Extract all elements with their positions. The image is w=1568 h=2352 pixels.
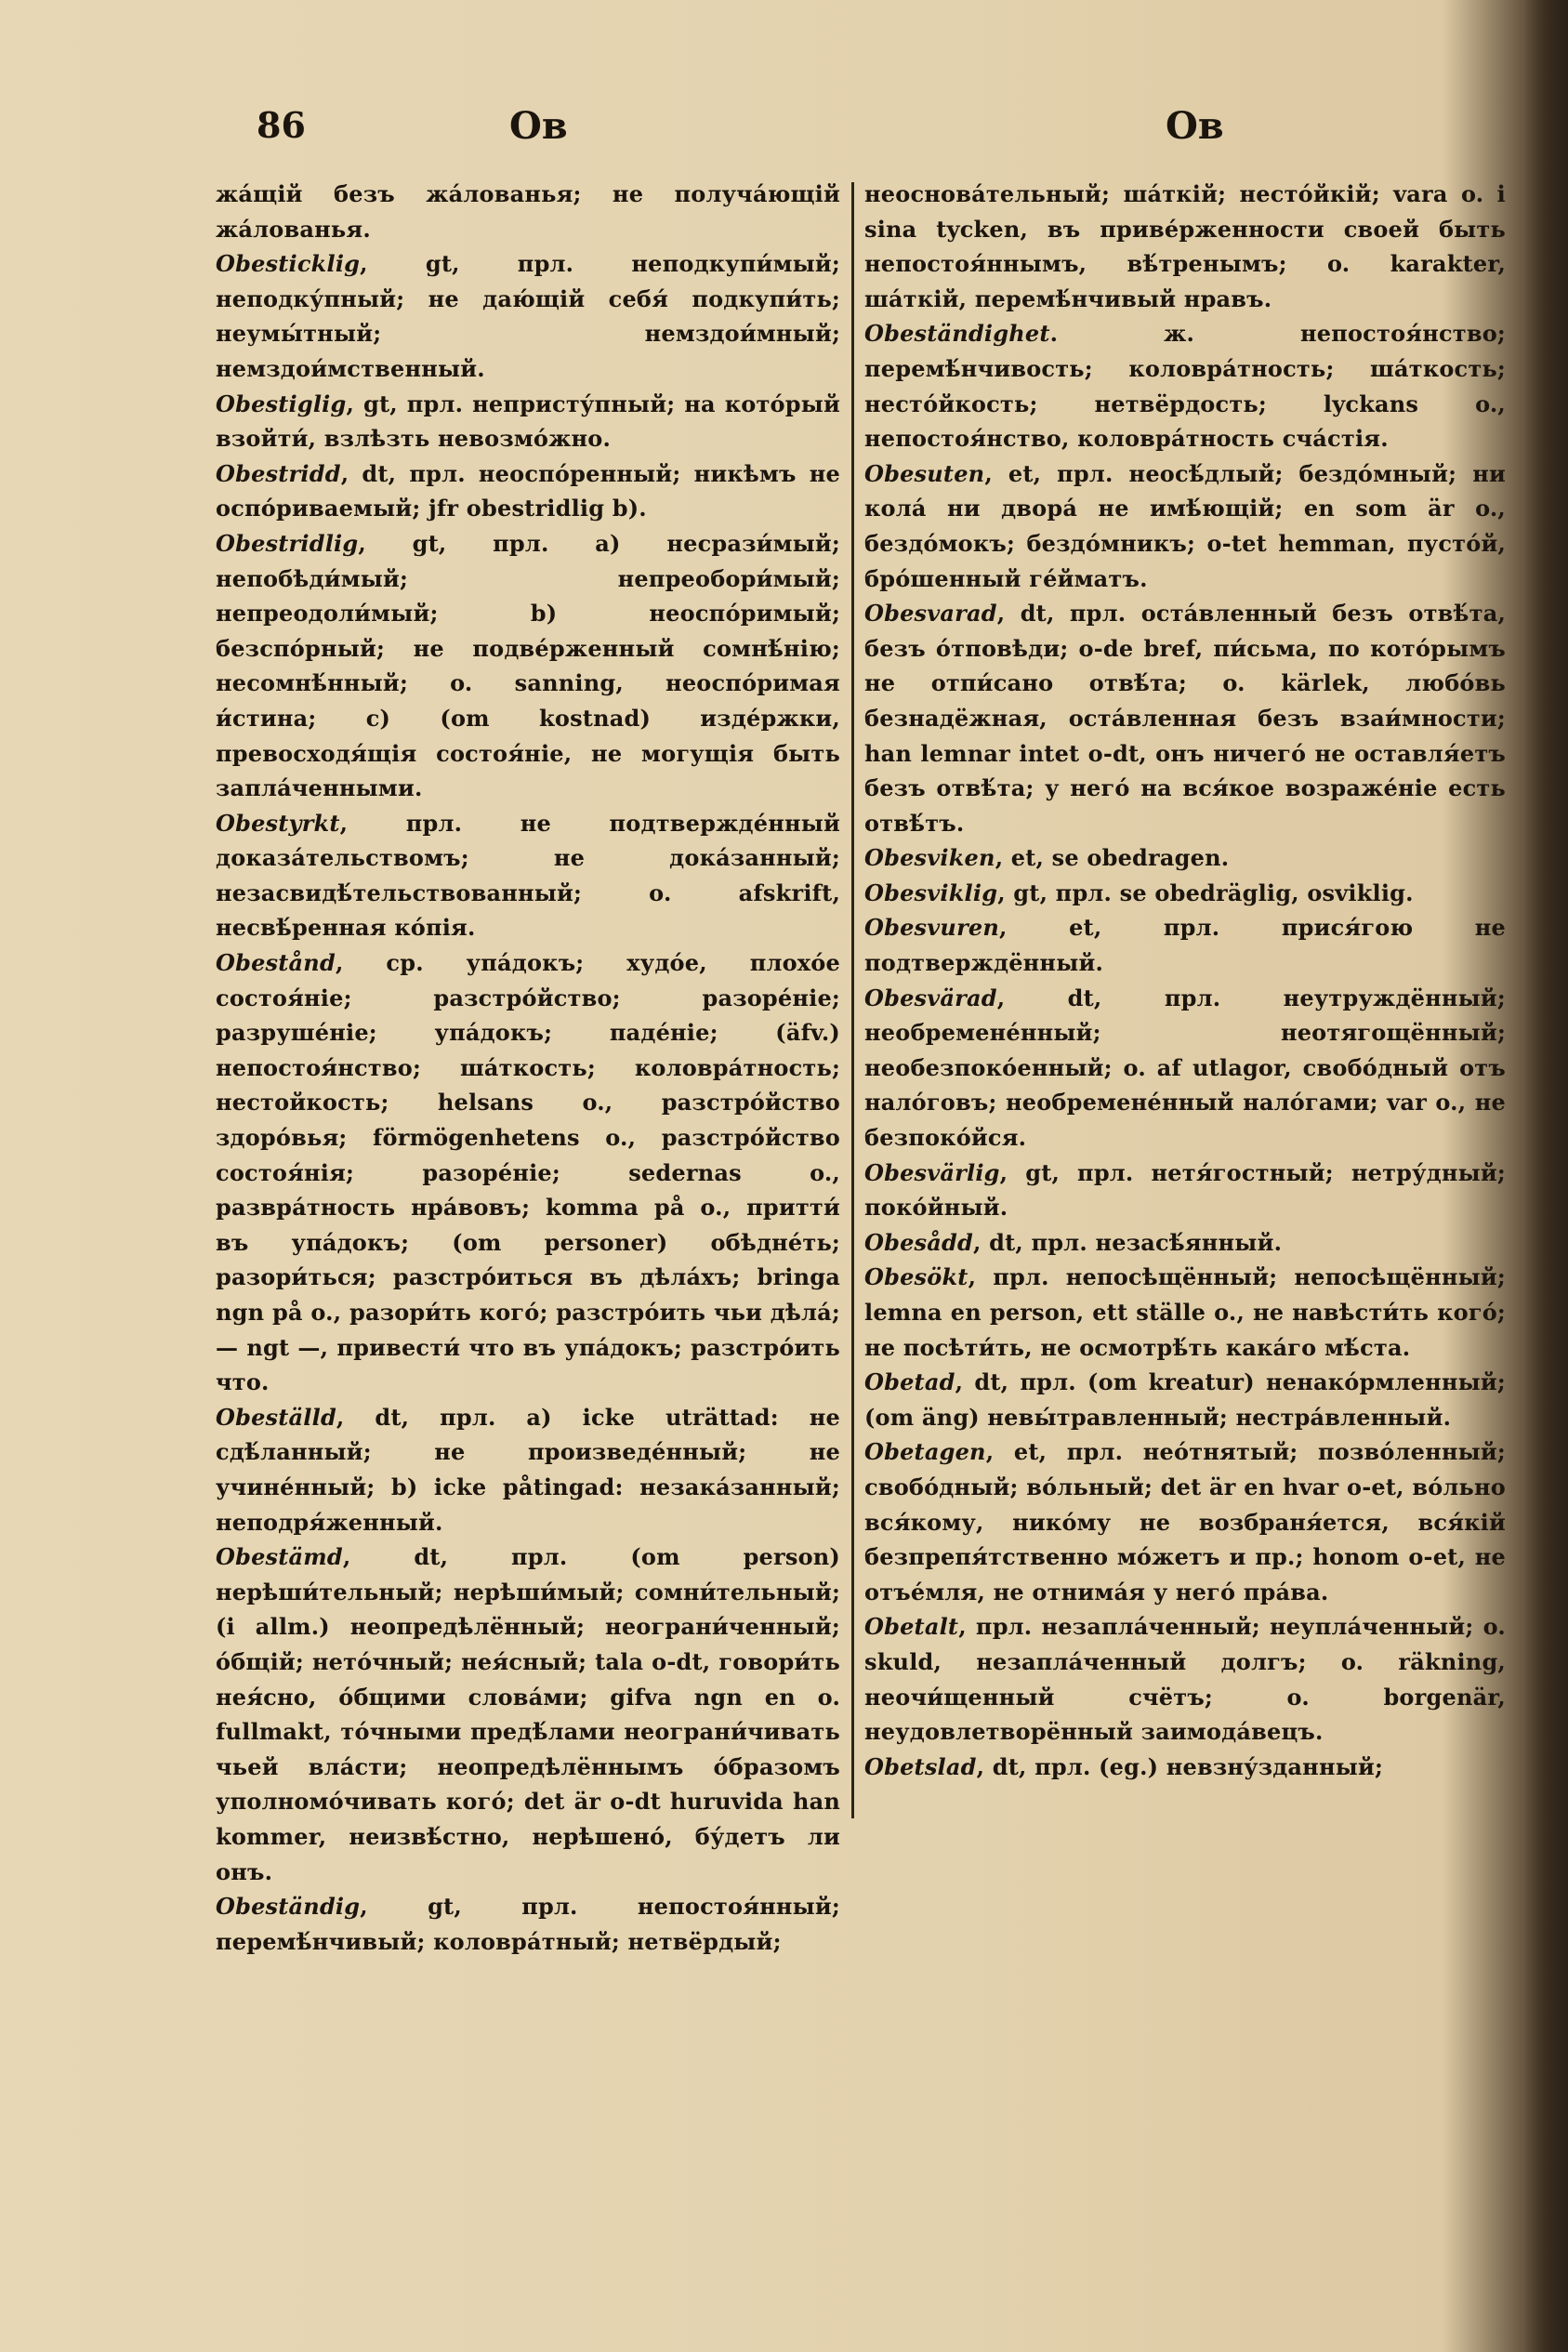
dictionary-entry	[864, 177, 1506, 316]
entry-definition: , et, прл. неосѣ́длый; бездо́мный; ни кола́ ни двора́ не имѣ́ющій; en som är o., бездо́мокъ; бездо́мникъ; o-tet hemman, пусто́й, бро́шенный ге́йматъ.	[864, 459, 1506, 592]
entry-definition: , dt, прл. неоспо́ренный; никѣмъ не оспо́риваемый; jfr obestridlig b).	[216, 459, 840, 522]
entry-headword: Obeständighet	[864, 320, 1050, 348]
entry-definition: , dt, прл. незасѣ́янный.	[972, 1228, 1283, 1256]
entry-definition: , gt, прл. неподкупи́мый; неподку́пный; не даю́щій себя́ подкупи́ть; неумы́тный; немздои́мный; немздои́мственный.	[216, 250, 840, 382]
dictionary-entry	[864, 1225, 1506, 1261]
entry-definition: , et, se obedragen.	[995, 844, 1230, 872]
dictionary-entry	[864, 1750, 1506, 1785]
entry-headword: Obesticklig	[216, 250, 361, 278]
dictionary-entry	[216, 1400, 840, 1539]
right-column	[864, 177, 1506, 1784]
left-column	[216, 177, 840, 1959]
dictionary-entry	[864, 1609, 1506, 1749]
dictionary-entry	[216, 246, 840, 386]
dictionary-entry	[216, 177, 840, 246]
entry-definition: . ж. непостоя́нство; перемѣ́нчивость; коловра́тность; ша́ткость; несто́йкость; нетвёрдость; lyckans o., непостоя́нство, коловра́тность сча́стія.	[864, 320, 1506, 453]
dictionary-entry	[864, 596, 1506, 840]
entry-definition: , gt, прл. se obedräglig, osviklig.	[997, 879, 1414, 906]
dictionary-entry	[864, 1156, 1506, 1225]
entry-definition: неоснова́тельный; ша́ткій; несто́йкій; vara o. i sina tycken, въ приве́рженности своей быть непостоя́ннымъ, вѣ́тренымъ; o. karakter, ша́ткій, перемѣ́нчивый нравъ.	[864, 180, 1506, 312]
dictionary-entry	[216, 526, 840, 806]
entry-headword: Obetslad	[864, 1752, 977, 1780]
dictionary-entry	[864, 840, 1506, 876]
dictionary-entry	[216, 945, 840, 1400]
entry-headword: Obesvarad	[864, 600, 997, 628]
entry-definition: , gt, прл. непостоя́нный; перемѣ́нчивый; коловра́тный; нетвёрдый;	[216, 1893, 840, 1955]
entry-headword: Obesviken	[864, 844, 995, 872]
entry-definition: жа́щій безъ жа́лованья; не получа́ющій жа́лованья.	[216, 180, 840, 243]
dictionary-entry	[216, 1539, 840, 1889]
dictionary-entry	[864, 316, 1506, 456]
entry-headword: Obestämd	[216, 1543, 343, 1571]
dictionary-entry	[864, 1260, 1506, 1365]
entry-headword: Obetagen	[864, 1438, 986, 1466]
dictionary-entry	[864, 456, 1506, 596]
dictionary-entry	[216, 806, 840, 945]
entry-headword: Obesvärad	[864, 984, 997, 1011]
entry-headword: Obestridd	[216, 459, 341, 487]
entry-headword: Obeständig	[216, 1893, 361, 1921]
dictionary-entry	[864, 910, 1506, 980]
dictionary-entry	[216, 456, 840, 526]
entry-headword: Obestånd	[216, 949, 336, 977]
entry-headword: Obestiglig	[216, 390, 347, 417]
entry-headword: Obeställd	[216, 1403, 336, 1431]
entry-definition: , dt, прл. оста́вленный безъ отвѣ́та, безъ о́тповѣди; o-de bref, пи́сьма, по кото́рымъ не отпи́сано отвѣ́та; o. kärlek, любо́вь безнадёжная, оста́вленная безъ взаи́мности; han lemnar intet o-dt, онъ ничего́ не оставля́етъ безъ отвѣ́та; у него́ на вся́кое возраже́ніе есть отвѣ́тъ.	[864, 600, 1506, 837]
dictionary-entry	[864, 1434, 1506, 1609]
entry-definition: , прл. непосѣщённый; непосѣщённый; lemna en person, ett ställe o., не навѣсти́ть кого́; не посѣти́ть, не осмотрѣ́ть кака́го мѣ́ста.	[864, 1263, 1506, 1361]
entry-definition: , прл. незапла́ченный; неупла́ченный; o. skuld, незапла́ченный долгъ; o. räkning, неочи́щенный счётъ; o. borgenär, неудовлетворённый заимода́вецъ.	[864, 1613, 1506, 1746]
dictionary-entry	[864, 981, 1506, 1156]
entry-definition: , dt, прл. неутруждённый; необремене́нный; неотягощённый; необезпоко́енный; o. af utlagor, свобо́дный отъ нало́говъ; необремене́нный нало́гами; var o., не безпоко́йся.	[864, 984, 1506, 1152]
entry-headword: Obesådd	[864, 1228, 973, 1256]
entry-definition: , dt, прл. (om kreatur) ненако́рмленный; (om äng) невы́травленный; нестра́вленный.	[864, 1368, 1506, 1431]
book-gutter-shadow	[1523, 0, 1568, 2352]
dictionary-entry	[864, 876, 1506, 911]
entry-headword: Obestridlig	[216, 529, 359, 557]
entry-definition: , gt, прл. нетя́гостный; нетру́дный; поко́йный.	[864, 1158, 1506, 1222]
entry-headword: Obetalt	[864, 1613, 959, 1641]
entry-headword: Obesuten	[864, 459, 985, 487]
entry-definition: , gt, прл. непристу́пный; на кото́рый взойти́, взлѣзть невозмо́жно.	[216, 390, 840, 453]
entry-headword: Obestyrkt	[216, 809, 340, 837]
dictionary-entry	[216, 1889, 840, 1959]
dictionary-entry	[216, 387, 840, 456]
entry-definition: , gt, прл. a) несрази́мый; непобѣди́мый; непреобори́мый; непреодоли́мый; b) неоспо́римый; безспо́рный; не подве́рженный сомнѣ́нію; несомнѣ́нный; o. sanning, неоспо́римая и́стина; c) (om kostnad) изде́ржки, превосходя́щія состоя́ніе, не могущія быть запла́ченными.	[216, 529, 840, 802]
entry-definition: , ср. упа́докъ; худо́е, плохо́е состоя́ніе; разстро́йство; разоре́ніе; разруше́ніе; упа́докъ; паде́ніе; (äfv.) непостоя́нство; ша́ткость; коловра́тность; нестойкость; helsans o., разстро́йство здоро́вья; förmögenhetens o., разстро́йство состоя́нія; разоре́ніе; sedernas o., развра́тность нра́вовъ; komma på o., притти́ въ упа́докъ; (om personer) обѣдне́ть; разори́ться; разстро́иться въ дѣла́хъ; bringa ngn på o., разори́ть кого́; разстро́ить чьи дѣла́; — ngt —, привести́ что въ упа́докъ; разстро́ить что.	[216, 949, 840, 1396]
column-divider	[851, 182, 854, 1818]
right-running-head: Ов	[1166, 104, 1224, 148]
entry-headword: Obesviklig	[864, 879, 998, 906]
entry-definition: , dt, прл. (om person) нерѣши́тельный; нерѣши́мый; сомни́тельный; (i allm.) неопредѣлённый; неограни́ченный; о́бщій; нето́чный; нея́сный; tala o-dt, говори́ть нея́сно, о́бщими слова́ми; gifva ngn en o. fullmakt, то́чными предѣ́лами неограни́чивать чьей вла́сти; неопредѣлённымъ о́бразомъ уполномо́чивать кого́; det är o-dt huruvida han kommer, неизвѣ́стно, нерѣшено́, бу́детъ ли онъ.	[216, 1543, 840, 1885]
entry-definition: , dt, прл. a) icke uträttad: не сдѣ́ланный; не произведе́нный; не учине́нный; b) icke påtingad: незака́занный; неподря́женный.	[216, 1403, 840, 1536]
page-number: 86	[257, 104, 306, 146]
left-running-head: Ов	[509, 104, 568, 148]
entry-definition: , et, прл. прися́гою не подтверждённый.	[864, 914, 1506, 977]
entry-definition: , et, прл. нео́тнятый; позво́ленный; свобо́дный; во́льный; det är en hvar o-et, во́льно вся́кому, нико́му не возбраня́ется, вся́кій безпрепя́тственно мо́жетъ и пр.; honom o-et, не отъе́мля, не отнима́я у него́ пра́ва.	[864, 1438, 1506, 1605]
entry-definition: , dt, прл. (eg.) невзну́зданный;	[976, 1752, 1384, 1780]
dictionary-entry	[864, 1365, 1506, 1434]
entry-headword: Obesökt	[864, 1263, 968, 1291]
entry-definition: , прл. не подтвержде́нный доказа́тельствомъ; не дока́занный; незасвидѣ́тельствованный; o. afskrift, несвѣ́ренная ко́пія.	[216, 809, 840, 942]
entry-headword: Obesvuren	[864, 914, 1000, 942]
entry-headword: Obetad	[864, 1368, 955, 1396]
entry-headword: Obesvärlig	[864, 1158, 1000, 1186]
